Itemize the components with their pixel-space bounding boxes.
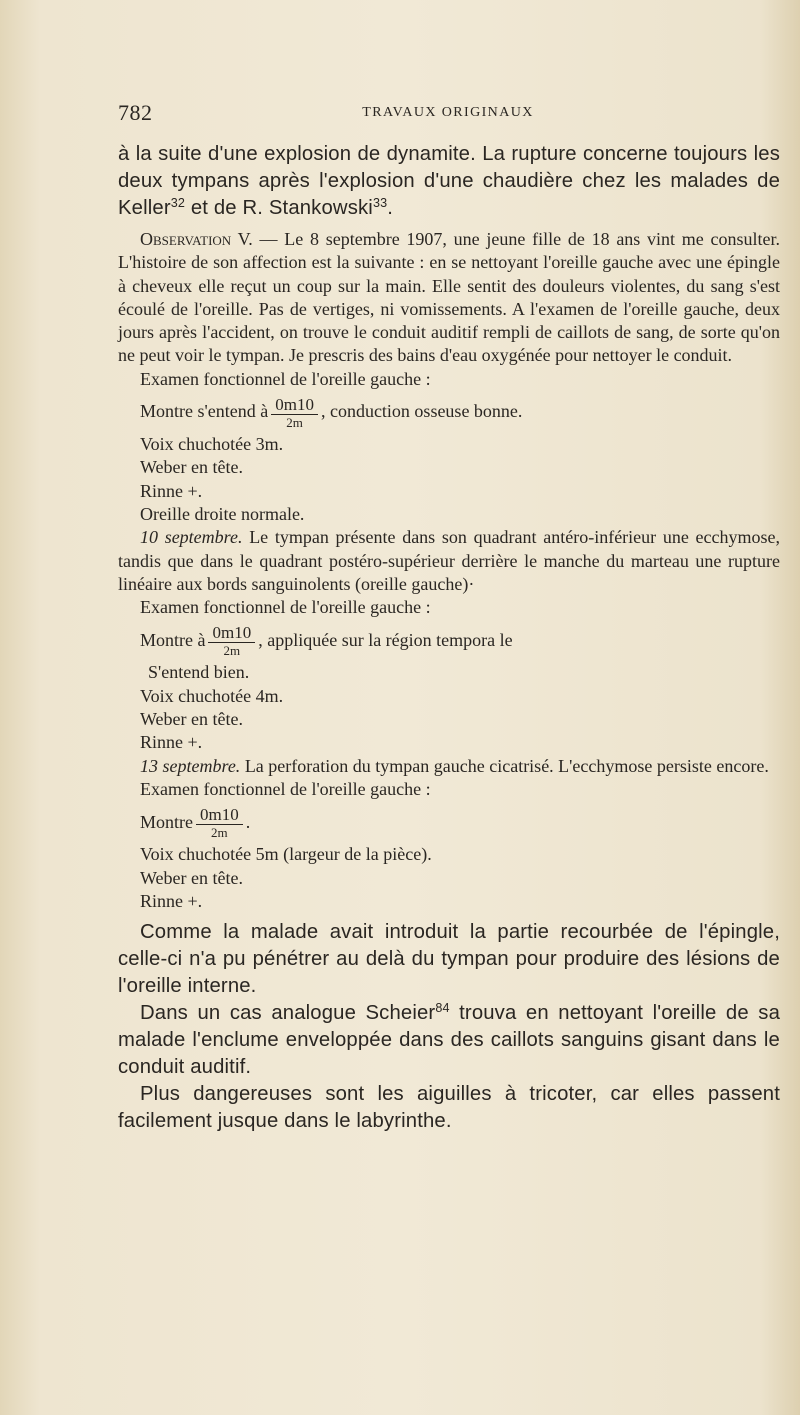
paragraph-text: Le tympan présente dans son quadrant antéro-inférieur une ecchymose, tandis que dans le quadrant postéro-supérieur derrière le manche du marteau une rupture linéaire aux bords sanguinolents (oreille gauche)· [118,527,780,594]
fraction [196,806,243,839]
watch-label: Montre [140,811,193,832]
footnote-ref: 32 [170,196,186,211]
footnote-ref: 84 [435,1001,450,1016]
fraction [208,624,255,657]
exam-title: Examen fonctionnel de l'oreille gauche : [140,778,431,799]
paragraph-text: . [387,197,394,219]
watch-test-line [140,619,780,661]
paragraph-scheier [118,1000,780,1081]
weber-line: Weber en tête. [140,457,243,478]
page-header [118,100,778,130]
paragraph-text: Dans un cas analogue Scheier [140,1002,436,1025]
fraction-denominator: 2m [211,824,228,840]
watch-result: , conduction osseuse bonne. [320,401,523,422]
fraction-numerator: 0m10 [271,396,318,415]
exam-title: Examen fonctionnel de l'oreille gauche : [140,368,431,389]
fraction-denominator: 2m [223,642,241,658]
paragraph-text: et de R. Stankowski [185,197,373,219]
page-number: 782 [118,100,153,125]
rinne-line: Rinne +. [140,480,203,501]
observation-paragraph [118,228,780,368]
running-title: TRAVAUX ORIGINAUX [362,105,534,120]
footnote-ref: 33 [372,196,388,211]
weber-line: Weber en tête. [140,709,243,730]
date-label: 13 septembre. [140,755,241,776]
watch-test-line [140,801,780,843]
rinne-line: Rinne +. [140,890,203,911]
right-ear-line: Oreille droite normale. [140,503,305,524]
paragraph-comme: Comme la malade avait introduit la partie recourbée de l'épingle, celle-ci n'a pu pénétrer au delà du tympan pour produire des lésions de l'oreille interne. [118,921,780,998]
september-13-paragraph [118,755,780,778]
paragraph-text: à la suite d'une explosion de dynamite. La rupture concerne toujours les deux tympans après l'explosion d'une chaudière chez les malades de Keller [118,143,780,219]
september-10-paragraph [118,526,780,596]
whisper-line: Voix chuchotée 4m. [140,685,284,706]
fraction [271,396,318,429]
exam-title: Examen fonctionnel de l'oreille gauche : [140,597,431,618]
observation-label: Observation V. [140,229,253,249]
rinne-line: Rinne +. [140,732,203,753]
weber-line: Weber en tête. [140,867,243,888]
fraction-denominator: 2m [286,414,303,430]
page-body [118,141,780,1135]
paragraph-text: La perforation du tympan gauche cicatrisé. L'ecchymose persiste encore. [240,755,769,776]
date-label: 10 septembre. [140,527,243,548]
fraction-numerator: 0m10 [196,806,243,825]
watch-test-line [140,391,780,433]
paragraph-dynamite [118,141,780,222]
fraction-numerator: 0m10 [208,624,255,643]
watch-label: Montre à [140,629,206,650]
watch-result: , appliquée sur la région tempora le [258,629,513,650]
whisper-line: Voix chuchotée 3m. [140,434,284,455]
paragraph-text: trouva en nettoyant l'oreille de sa malade l'enclume enveloppée dans des caillots sanguins gisant dans le conduit auditif. [118,1002,781,1079]
observation-text: — Le 8 septembre 1907, une jeune fille de 18 ans vint me consulter. L'histoire de son affection est la suivante : en se nettoyant l'oreille gauche avec une épingle à cheveux elle reçut un coup sur la main. Elle sentit des douleurs violentes, du sang s'est écoulé de l'oreille. Pas de vertiges, ni vomissements. A l'examen de l'oreille gauche, deux jours après l'accident, on trouve le conduit auditif rempli de caillots de sang, de sorte qu'on ne peut voir le tympan. Je prescris des bains d'eau oxygénée pour nettoyer le conduit. [118,229,781,366]
paragraph-aiguilles: Plus dangereuses sont les aiguilles à tricoter, car elles passent facilement jusque dans le labyrinthe. [118,1083,780,1133]
watch-label: Montre s'entend à [140,401,269,422]
whisper-line: Voix chuchotée 5m (largeur de la pièce). [140,844,432,865]
hears-line: S'entend bien. [148,662,250,683]
watch-result: . [245,811,251,832]
